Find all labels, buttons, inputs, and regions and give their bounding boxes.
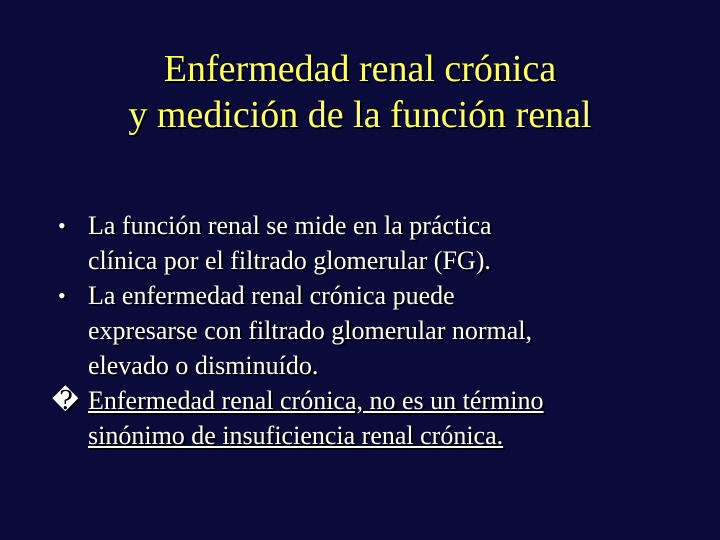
bullet-1-line-2: clínica por el filtrado glomerular (FG). (88, 246, 491, 275)
title-line-1: Enfermedad renal crónica (163, 48, 557, 90)
bullet-3-line-1: Enfermedad renal crónica, no es un término (88, 386, 544, 415)
bullet-item-2 (58, 278, 698, 383)
bullet-2-line-3: elevado o disminuído. (88, 351, 319, 380)
slide-title (0, 46, 720, 138)
bullet-item-3 (52, 383, 698, 453)
title-line-2: y medición de la función renal (128, 94, 592, 136)
slide-body (52, 208, 698, 453)
bullet-1-line-1: La función renal se mide en la práctica (88, 211, 492, 240)
replacement-glyph-icon: � (52, 386, 79, 415)
bullet-3-line-2: sinónimo de insuficiencia renal crónica. (88, 421, 504, 450)
bullet-2-line-2: expresarse con filtrado glomerular normal, (88, 316, 532, 345)
bullet-2-line-1: La enfermedad renal crónica puede (88, 281, 455, 310)
bullet-item-1 (58, 208, 698, 278)
bullet-dot-icon: • (58, 213, 66, 238)
bullet-dot-icon: • (58, 283, 66, 308)
